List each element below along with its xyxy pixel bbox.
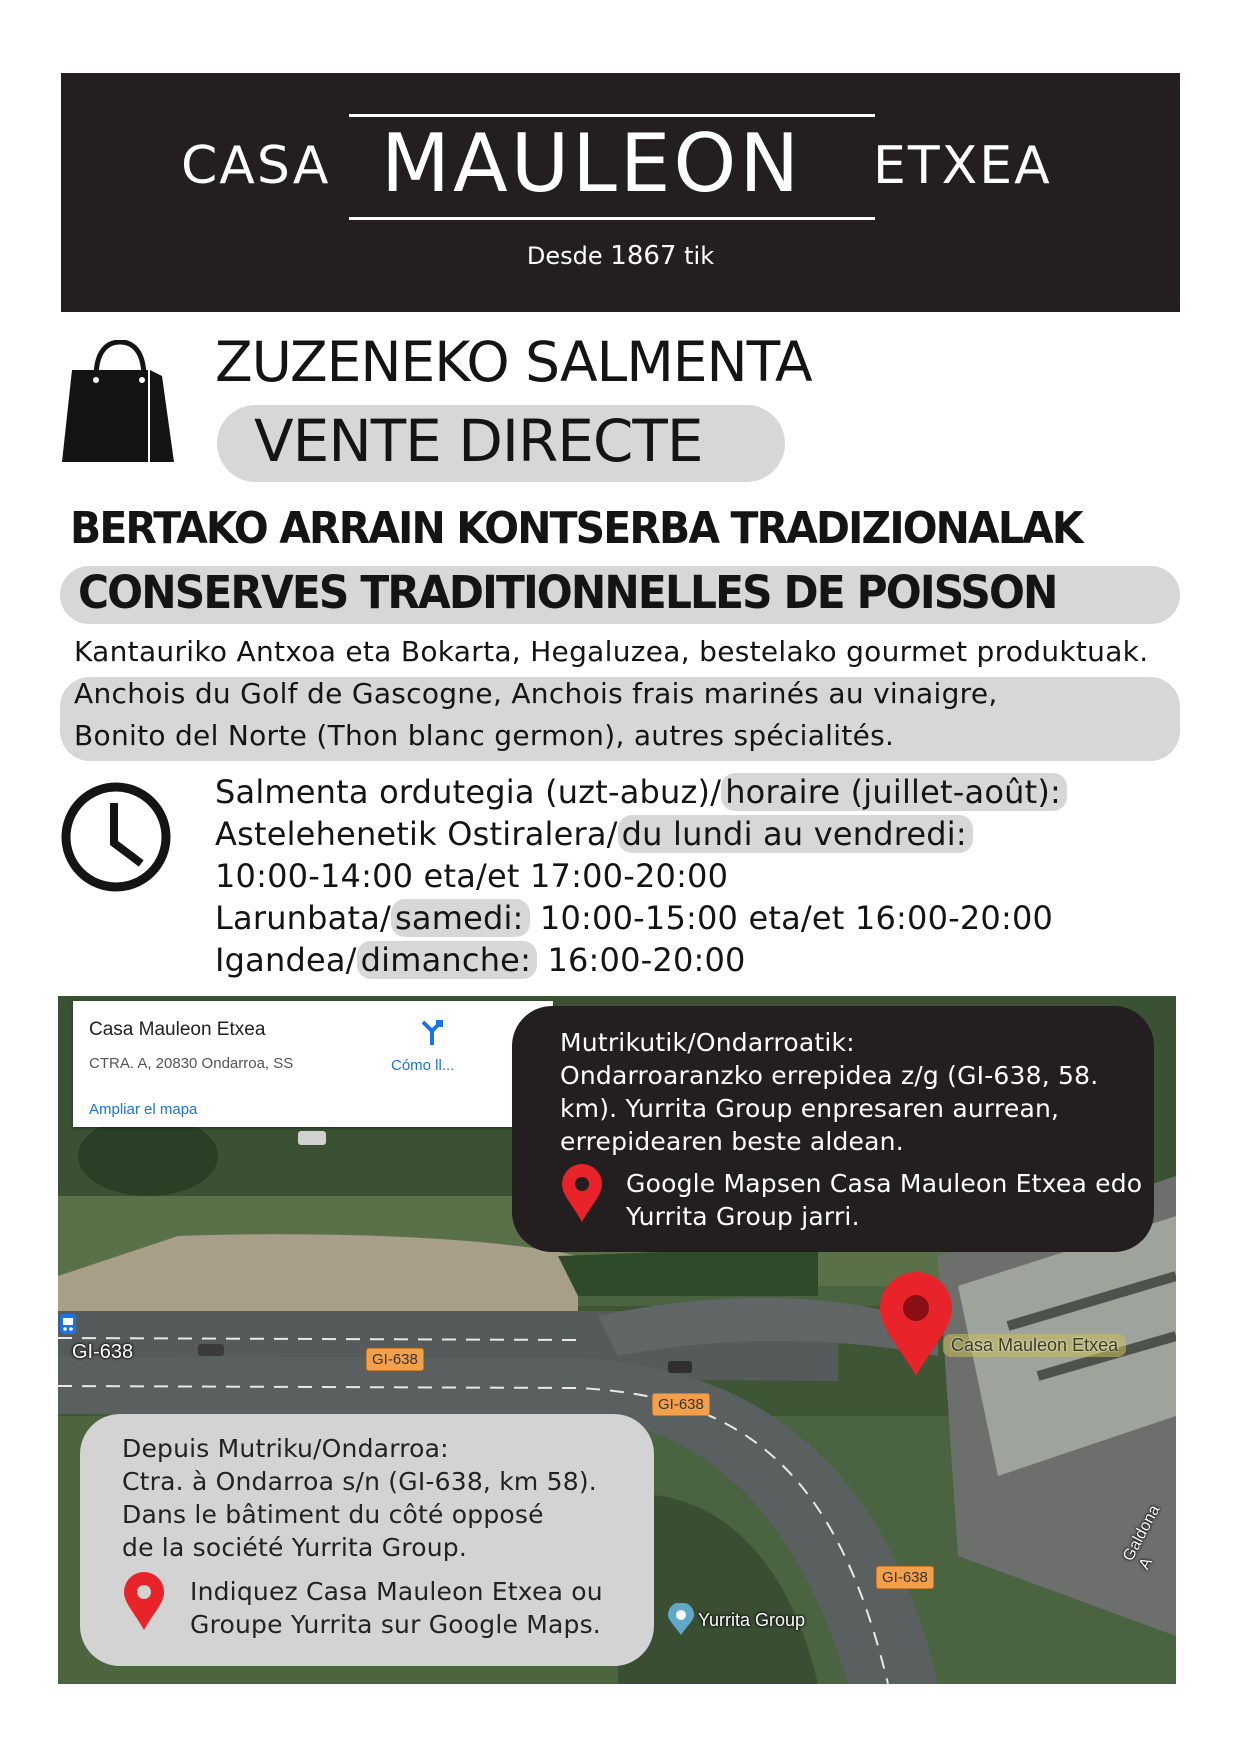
map-card-address: CTRA. A, 20830 Ondarroa, SS (89, 1055, 294, 1072)
business-pin-icon[interactable] (668, 1603, 694, 1635)
products-french-line1: Anchois du Golf de Gascogne, Anchois frais marinés au vinaigre, (74, 677, 998, 710)
directions-eu-line3: km). Yurrita Group enpresaren aurrean, (560, 1094, 1060, 1123)
weekdays-french: du lundi au vendredi: (618, 815, 973, 853)
saturday-basque: Larunbata/ (215, 899, 392, 937)
subtitle-basque: BERTAKO ARRAIN KONTSERBA TRADIZIONALAK (70, 503, 1082, 554)
directions-fr-line3: Dans le bâtiment du côté opposé (122, 1500, 544, 1529)
since-suffix: tik (684, 242, 715, 270)
shopping-bag-icon (62, 340, 174, 462)
directions-eu-hint1: Google Mapsen Casa Mauleon Etxea edo (626, 1169, 1143, 1198)
directions-fr-line4: de la société Yurrita Group. (122, 1533, 467, 1562)
directions-eu-line2: Ondarroaranzko errepidea z/g (GI-638, 58. (560, 1061, 1099, 1090)
business-label: Yurrita Group (698, 1610, 806, 1630)
since-prefix: Desde (526, 242, 603, 270)
hours-season-french: horaire (juillet-août): (721, 773, 1067, 811)
logo-bottom-rule (349, 217, 875, 220)
weekdays-basque: Astelehenetik Ostiralera/ (215, 815, 618, 853)
logo-mauleon: MAULEON (381, 117, 803, 210)
hours-line-4 (215, 899, 1053, 937)
hours-line-2 (215, 815, 973, 853)
hours-season-basque: Salmenta ordutegia (uzt-abuz)/ (215, 773, 722, 811)
since-tagline (61, 241, 1180, 271)
saturday-french: samedi: (391, 899, 530, 937)
location-map[interactable] (58, 996, 1176, 1684)
directions-icon[interactable] (417, 1017, 447, 1047)
brand-header (61, 73, 1180, 312)
products-french-line2: Bonito del Norte (Thon blanc germon), autres spécialités. (74, 719, 895, 752)
map-card-title: Casa Mauleon Etxea (89, 1019, 266, 1040)
subtitle-french: CONSERVES TRADITIONNELLES DE POISSON (78, 566, 1057, 619)
hours-line-5 (215, 941, 746, 979)
directions-fr-line2: Ctra. à Ondarroa s/n (GI-638, km 58). (122, 1467, 597, 1496)
bus-stop-icon (60, 1314, 76, 1334)
location-pin-icon[interactable] (880, 1272, 952, 1376)
road-sign-1: GI-638 (366, 1348, 424, 1371)
directions-eu-heading: Mutrikutik/Ondarroatik: (560, 1028, 855, 1057)
map-pin-icon (562, 1164, 602, 1222)
map-info-card[interactable] (73, 1001, 553, 1127)
directions-french-box (80, 1414, 654, 1666)
hours-line-1 (215, 773, 1067, 811)
title-french: VENTE DIRECTE (254, 407, 703, 475)
directions-link[interactable]: Cómo ll... (391, 1057, 455, 1074)
map-pin-icon (124, 1572, 164, 1630)
logo-casa: CASA (181, 136, 331, 196)
directions-eu-line4: errepidearen beste aldean. (560, 1127, 904, 1156)
directions-basque-box (512, 1006, 1154, 1252)
products-basque: Kantauriko Antxoa eta Bokarta, Hegaluzea, bestelako gourmet produktuak. (74, 635, 1149, 668)
enlarge-map-link[interactable]: Ampliar el mapa (89, 1101, 198, 1118)
sunday-french: dimanche: (357, 941, 537, 979)
place-label: Casa Mauleon Etxea (943, 1334, 1126, 1357)
hours-line-3: 10:00-14:00 eta/et 17:00-20:00 (215, 857, 729, 895)
sunday-basque: Igandea/ (215, 941, 357, 979)
sunday-hours: 16:00-20:00 (547, 941, 746, 979)
title-basque: ZUZENEKO SALMENTA (215, 330, 812, 394)
directions-fr-heading: Depuis Mutriku/Ondarroa: (122, 1434, 449, 1463)
directions-fr-hint1: Indiquez Casa Mauleon Etxea ou (190, 1577, 603, 1606)
directions-fr-hint2: Groupe Yurrita sur Google Maps. (190, 1610, 601, 1639)
directions-eu-hint2: Yurrita Group jarri. (626, 1202, 860, 1231)
clock-icon (58, 779, 174, 895)
road-sign-3: GI-638 (876, 1566, 934, 1589)
road-label-gi638: GI-638 (72, 1341, 134, 1363)
since-year: 1867 (610, 241, 677, 271)
saturday-hours: 10:00-15:00 eta/et 16:00-20:00 (539, 899, 1054, 937)
road-sign-2: GI-638 (652, 1393, 710, 1416)
logo-etxea: ETXEA (873, 136, 1052, 196)
street-label: Galdona A (1120, 1502, 1164, 1573)
